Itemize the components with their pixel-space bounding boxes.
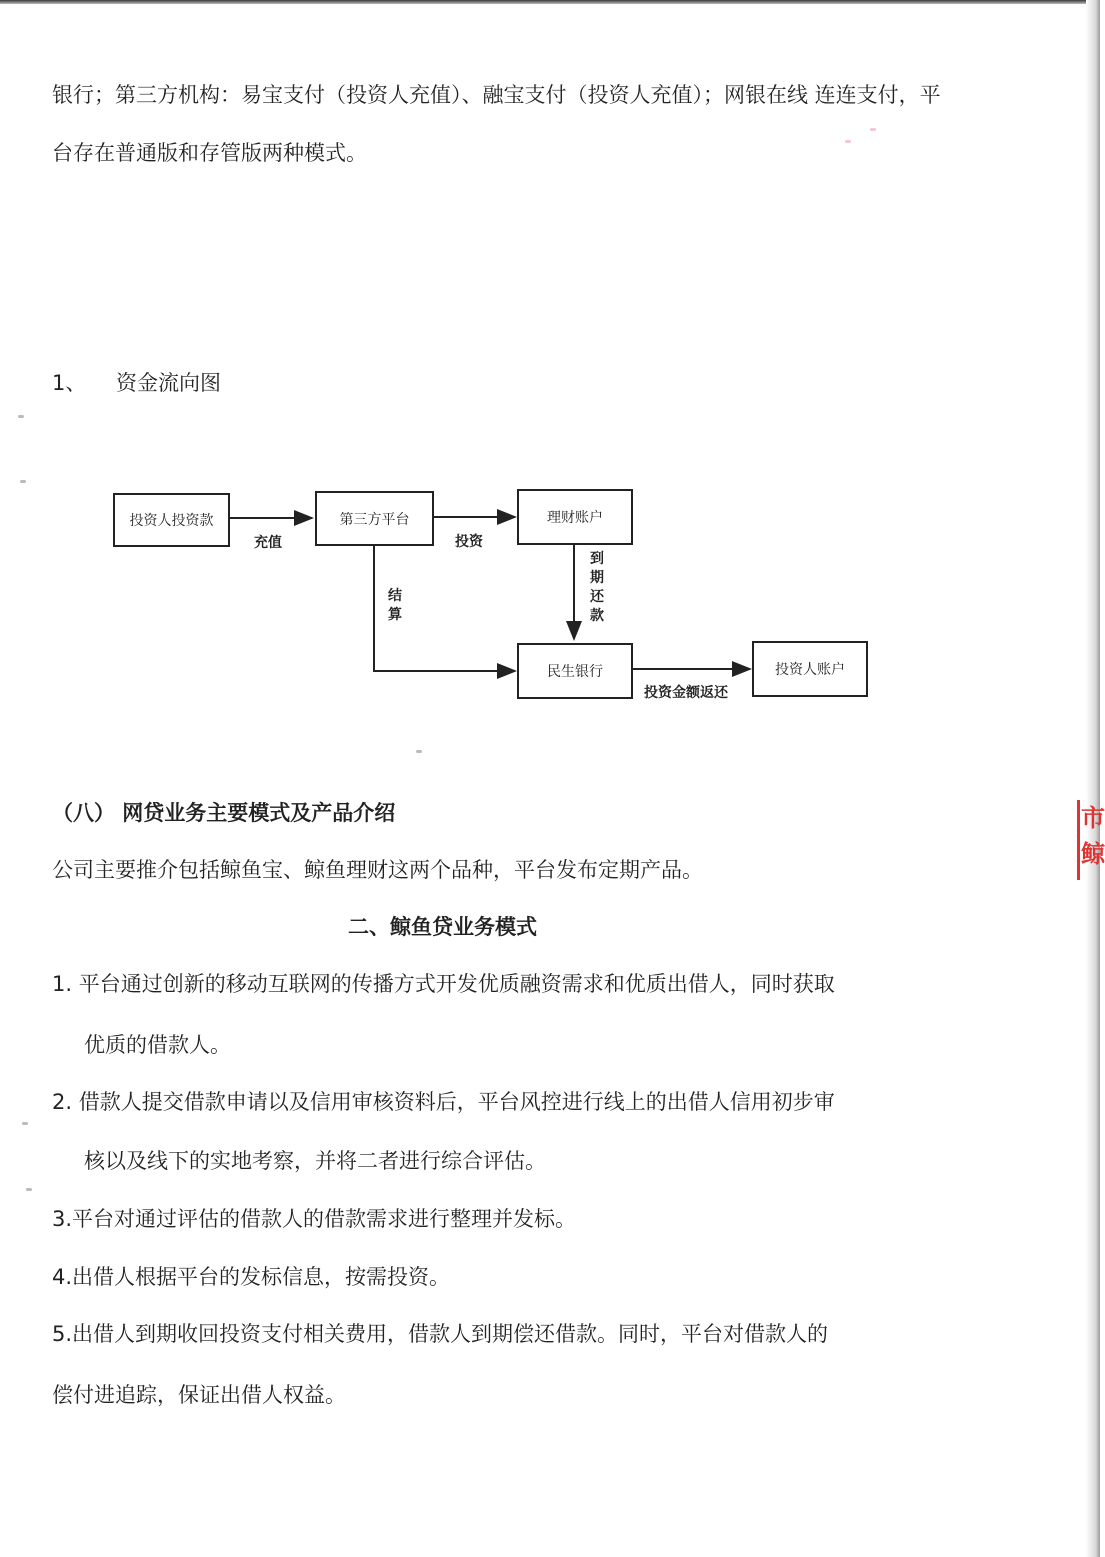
item3: 3.平台对通过评估的借款人的借款需求进行整理并发标。 [52,1207,577,1231]
red-seal-stamp [1077,800,1105,880]
scan-speck [870,128,876,131]
scan-edge-right [1086,0,1100,1557]
intro-line-2: 台存在普通版和存管版两种模式。 [52,141,367,165]
scan-speck [416,750,422,753]
section8-heading: （八） 网贷业务主要模式及产品介绍 [52,801,396,825]
scan-speck [18,415,24,418]
label-settle: 结算 [388,588,402,623]
item5-line-2: 偿付进追踪，保证出借人权益。 [52,1383,346,1407]
scan-speck [26,1188,32,1191]
label-recharge: 充值 [254,535,282,551]
scan-speck [845,140,851,143]
intro-line-1: 银行；第三方机构：易宝支付（投资人充值）、融宝支付（投资人充值）；网银在线 连连支付，平 [52,83,941,107]
scan-speck [22,1122,28,1125]
item1-line-2: 优质的借款人。 [84,1033,231,1057]
item4: 4.出借人根据平台的发标信息，按需投资。 [52,1265,451,1289]
item1-line-1: 1. 平台通过创新的移动互联网的传播方式开发优质融资需求和优质出借人，同时获取 [52,972,835,996]
section8-text: 公司主要推介包括鲸鱼宝、鲸鱼理财这两个品种，平台发布定期产品。 [52,858,703,882]
item2-line-2: 核以及线下的实地考察，并将二者进行综合评估。 [84,1149,546,1173]
item2-line-1: 2. 借款人提交借款申请以及信用审核资料后，平台风控进行线上的出借人信用初步审 [52,1090,835,1114]
node-investor-account: 投资人账户 [752,641,868,697]
node-wealth-account: 理财账户 [517,489,633,545]
section1-number: 1、 [52,371,87,395]
section1-title: 资金流向图 [116,371,221,395]
label-maturity-repay: 到期还款 [590,551,604,624]
node-minsheng-bank: 民生银行 [517,643,633,699]
scan-edge-top [0,0,1100,4]
scan-speck [20,480,26,483]
section-two-heading: 二、鲸鱼贷业务模式 [348,915,537,939]
label-return-amount: 投资金额返还 [644,685,728,701]
label-invest: 投资 [455,534,483,550]
stamp-text: 市鲸 [1081,804,1105,868]
node-investor-funds: 投资人投资款 [113,493,230,547]
node-third-party: 第三方平台 [315,491,434,546]
item5-line-1: 5.出借人到期收回投资支付相关费用，借款人到期偿还借款。同时，平台对借款人的 [52,1322,829,1346]
